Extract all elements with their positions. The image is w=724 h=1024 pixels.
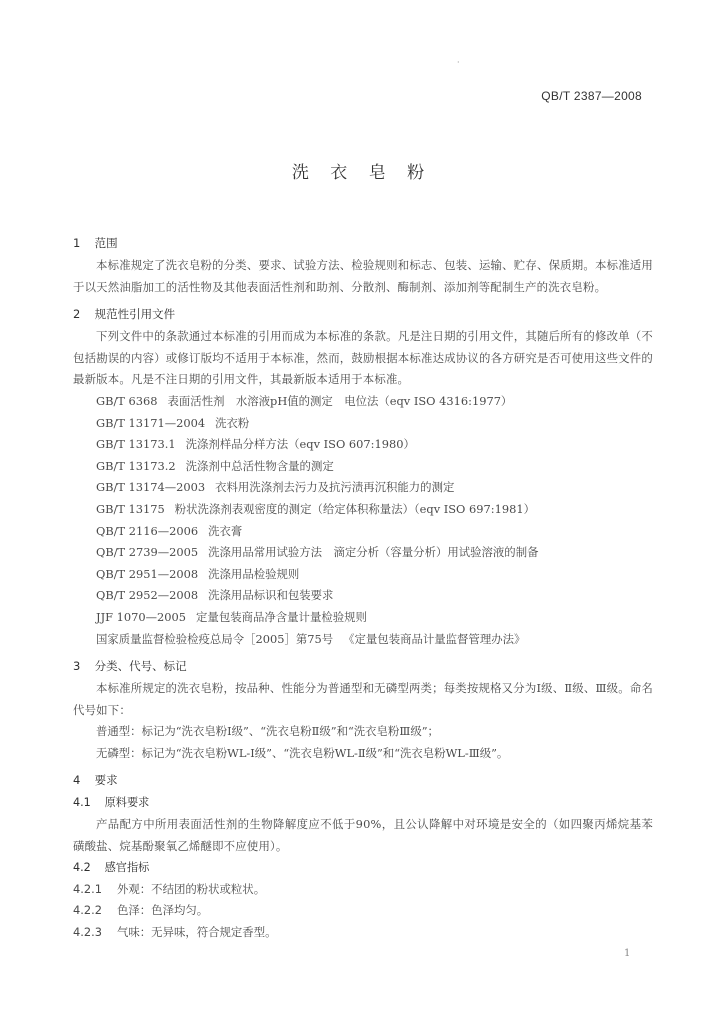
requirement-item bbox=[73, 879, 653, 901]
scan-speck: · bbox=[457, 58, 460, 67]
reference-title: 粉状洗涤剂表观密度的测定（给定体积称量法）（eqv ISO 697:1981） bbox=[174, 501, 535, 516]
reference-item bbox=[73, 477, 653, 499]
reference-item bbox=[73, 413, 653, 435]
subsection-title: 感官指标 bbox=[104, 861, 150, 875]
reference-title: 洗衣膏 bbox=[208, 523, 243, 538]
subsection-4-1-heading bbox=[73, 792, 653, 814]
reference-code: GB/T 13175 bbox=[96, 501, 165, 516]
section-3-heading bbox=[73, 654, 653, 678]
reference-item bbox=[73, 456, 653, 478]
reference-item bbox=[73, 499, 653, 521]
requirement-item bbox=[73, 900, 653, 922]
reference-code: GB/T 13174—2003 bbox=[96, 480, 206, 495]
section-title: 要求 bbox=[94, 773, 118, 788]
reference-item bbox=[73, 521, 653, 543]
section-1-paragraph: 本标准规定了洗衣皂粉的分类、要求、试验方法、检验规则和标志、包装、运输、贮存、保质期。本标准适用于以天然油脂加工的活性物及其他表面活性剂和助剂、分散剂、酶制剂、添加剂等配制生产的洗衣皂粉。 bbox=[73, 258, 653, 294]
reference-code: GB/T 6368 bbox=[96, 393, 158, 408]
item-text: 气味：无异味，符合规定香型。 bbox=[117, 925, 277, 940]
reference-code: GB/T 13173.2 bbox=[96, 458, 176, 473]
reference-title: 洗涤用品标识和包装要求 bbox=[208, 588, 334, 603]
requirement-item bbox=[73, 922, 653, 944]
marking-line: 无磷型：标记为“洗衣皂粉WL-Ⅰ级”、“洗衣皂粉WL-Ⅱ级”和“洗衣皂粉WL-Ⅲ级”。 bbox=[96, 745, 509, 760]
subsection-number: 4.1 bbox=[73, 796, 91, 810]
subsection-4-2-heading bbox=[73, 857, 653, 879]
section-2-heading bbox=[73, 302, 653, 326]
item-number: 4.2.1 bbox=[73, 881, 102, 896]
section-number: 3 bbox=[73, 659, 81, 674]
section-number: 2 bbox=[73, 307, 81, 322]
document-title: 洗 衣 皂 粉 bbox=[291, 163, 433, 183]
section-2-paragraph: 下列文件中的条款通过本标准的引用而成为本标准的条款。凡是注日期的引用文件，其随后所有的修改单（不包括勘误的内容）或修订版均不适用于本标准，然而，鼓励根据本标准达成协议的各方研究是否可使用这些文件的最新版本。凡是不注日期的引用文件，其最新版本适用于本标准。 bbox=[73, 329, 653, 387]
subsection-4-1-paragraph: 产品配方中所用表面活性剂的生物降解度应不低于90%，且公认降解中对环境是安全的（如四聚丙烯烷基苯磺酸盐、烷基酚聚氧乙烯醚即不应使用）。 bbox=[73, 817, 653, 853]
reference-item bbox=[73, 391, 653, 413]
section-4-heading bbox=[73, 768, 653, 792]
reference-title: 洗涤用品常用试验方法 滴定分析（容量分析）用试验溶液的制备 bbox=[208, 545, 539, 560]
reference-title: 《定量包装商品计量监督管理办法》 bbox=[343, 631, 526, 646]
reference-title: 洗涤剂样品分样方法（eqv ISO 607:1980） bbox=[185, 437, 415, 452]
item-text: 色泽：色泽均匀。 bbox=[117, 903, 209, 918]
section-title: 范围 bbox=[94, 236, 118, 250]
reference-code: JJF 1070—2005 bbox=[96, 609, 187, 624]
reference-item bbox=[73, 607, 653, 629]
subsection-number: 4.2 bbox=[73, 861, 91, 875]
section-number: 1 bbox=[73, 236, 81, 250]
reference-code: GB/T 13173.1 bbox=[96, 437, 176, 452]
reference-item bbox=[73, 629, 653, 651]
reference-code: GB/T 13171—2004 bbox=[96, 415, 206, 430]
reference-item bbox=[73, 585, 653, 607]
item-number: 4.2.2 bbox=[73, 903, 102, 918]
item-text: 外观：不结团的粉状或粒状。 bbox=[117, 881, 266, 896]
reference-title: 定量包装商品净含量计量检验规则 bbox=[196, 609, 367, 624]
reference-code: QB/T 2951—2008 bbox=[96, 566, 199, 581]
reference-item bbox=[73, 434, 653, 456]
reference-code: QB/T 2739—2005 bbox=[96, 545, 199, 560]
reference-code: 国家质量监督检验检疫总局令［2005］第75号 bbox=[96, 631, 334, 646]
section-number: 4 bbox=[73, 773, 81, 788]
reference-code: QB/T 2952—2008 bbox=[96, 588, 199, 603]
reference-code: QB/T 2116—2006 bbox=[96, 523, 199, 538]
reference-title: 表面活性剂 水溶液pH值的测定 电位法（eqv ISO 4316:1977） bbox=[167, 393, 513, 408]
section-1-heading bbox=[73, 231, 653, 255]
reference-title: 洗涤剂中总活性物含量的测定 bbox=[185, 458, 334, 473]
subsection-title: 原料要求 bbox=[104, 796, 150, 810]
reference-item bbox=[73, 564, 653, 586]
standard-number: QB/T 2387—2008 bbox=[541, 89, 642, 103]
reference-list bbox=[73, 391, 653, 650]
section-title: 分类、代号、标记 bbox=[94, 659, 187, 674]
item-number: 4.2.3 bbox=[73, 925, 102, 940]
section-title: 规范性引用文件 bbox=[94, 307, 176, 322]
reference-title: 洗衣粉 bbox=[215, 415, 250, 430]
reference-title: 洗涤用品检验规则 bbox=[208, 566, 300, 581]
marking-line: 普通型：标记为“洗衣皂粉Ⅰ级”、“洗衣皂粉Ⅱ级”和“洗衣皂粉Ⅲ级”； bbox=[96, 724, 439, 739]
section-3-paragraph: 本标准所规定的洗衣皂粉，按品种、性能分为普通型和无磷型两类；每类按规格又分为Ⅰ级、Ⅱ级、Ⅲ级。命名代号如下： bbox=[73, 681, 653, 717]
reference-title: 衣料用洗涤剂去污力及抗污渍再沉积能力的测定 bbox=[215, 480, 455, 495]
page-number: 1 bbox=[624, 948, 631, 959]
document-body bbox=[73, 231, 653, 944]
reference-item bbox=[73, 542, 653, 564]
